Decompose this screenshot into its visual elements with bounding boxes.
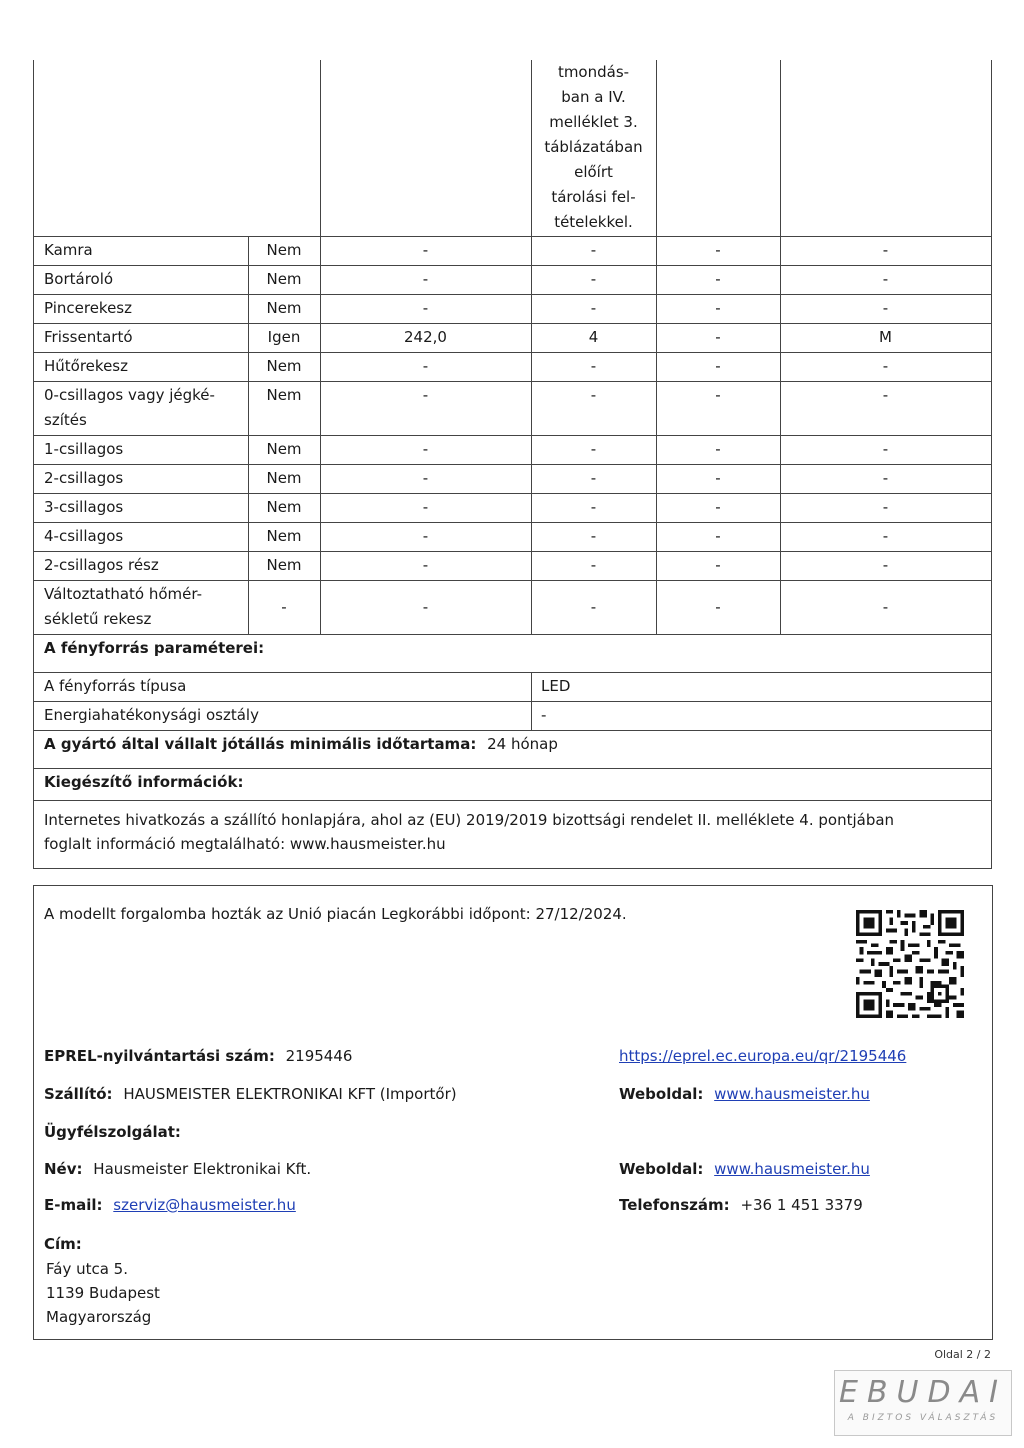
cell-temp: - (590, 299, 597, 317)
warranty-row (44, 732, 558, 757)
address-line: Magyarország (46, 1308, 152, 1326)
address-line: Fáy utca 5. (46, 1260, 128, 1278)
compartment-name: Frissentartó (44, 328, 133, 346)
cell-volume: - (422, 556, 429, 574)
cell-present: Nem (266, 270, 302, 288)
cell-climate: - (882, 597, 889, 616)
cell-volume: - (422, 241, 429, 259)
cell-climate: - (882, 498, 889, 516)
cell-volume: - (422, 299, 429, 317)
light-heading: A fényforrás paraméterei: (44, 639, 265, 657)
page-number: Oldal 2 / 2 (934, 1348, 991, 1361)
phone-label: Telefonszám: (619, 1196, 730, 1214)
compartment-name: 3-csillagos (44, 498, 124, 516)
phone-number: +36 1 451 3379 (740, 1196, 863, 1214)
extra-heading: Kiegészítő információk: (44, 773, 244, 791)
cell-climate: - (882, 469, 889, 487)
cell-present: Nem (266, 556, 302, 574)
compartment-name: Pincerekesz (44, 299, 133, 317)
address-line: 1139 Budapest (46, 1284, 160, 1302)
compartment-name: 2-csillagos (44, 469, 124, 487)
web2-label: Weboldal: (619, 1160, 704, 1178)
note-line: ban a IV. (561, 88, 626, 106)
cell-defrost: - (715, 527, 721, 545)
cell-temp: - (590, 498, 597, 516)
storage-note (531, 60, 656, 235)
cell-temp: - (590, 556, 597, 574)
note-line: melléklet 3. (549, 113, 638, 131)
cell-volume: - (422, 386, 429, 404)
cell-present: Nem (266, 357, 302, 375)
compartment-name: 1-csillagos (44, 440, 124, 458)
cell-volume: - (422, 527, 429, 545)
cell-present: Nem (266, 386, 302, 404)
compartment-name: Bortároló (44, 270, 114, 288)
cell-climate: - (882, 556, 889, 574)
cell-volume: 242,0 (404, 328, 447, 346)
cell-volume: - (422, 469, 429, 487)
cell-temp: - (590, 440, 597, 458)
logo-wordmark: EBUDAI (839, 1375, 1007, 1410)
light-type-label: A fényforrás típusa (44, 677, 187, 695)
light-class-value: - (541, 706, 547, 724)
extra-line-2: foglalt információ megtalálható: www.hausmeister.hu (44, 835, 446, 853)
cell-defrost: - (715, 328, 721, 346)
compartment-name: 4-csillagos (44, 527, 124, 545)
ebudai-logo (834, 1370, 1012, 1436)
cell-defrost: - (715, 498, 721, 516)
cell-temp: - (590, 241, 597, 259)
warranty-value: 24 hónap (487, 735, 558, 753)
eprel-row (44, 1044, 352, 1069)
extra-line-1: Internetes hivatkozás a szállító honlapjára, ahol az (EU) 2019/2019 bizottsági rendelet II. melléklete 4. pontjában (44, 811, 895, 829)
cell-climate: - (882, 241, 889, 259)
cell-volume: - (422, 440, 429, 458)
note-line: tárolási fel- (551, 188, 636, 206)
eprel-link[interactable]: https://eprel.ec.europa.eu/qr/2195446 (619, 1047, 907, 1065)
cell-climate: - (882, 386, 889, 404)
service-name-row (44, 1157, 311, 1182)
note-line: tmondás- (557, 63, 630, 81)
cell-temp: 4 (588, 328, 599, 346)
supplier-row (44, 1082, 457, 1107)
cell-defrost: - (715, 440, 721, 458)
compartment-name: Hűtőrekesz (44, 357, 128, 375)
cell-defrost: - (715, 597, 721, 616)
service-web-link[interactable]: www.hausmeister.hu (714, 1160, 870, 1178)
cell-present: Nem (266, 440, 302, 458)
qr-code (856, 910, 964, 1018)
compartment-name-cont: sékletű rekesz (44, 610, 152, 628)
email-label: E-mail: (44, 1196, 103, 1214)
supplier-web-row (619, 1082, 870, 1107)
name-label: Név: (44, 1160, 83, 1178)
web-label: Weboldal: (619, 1085, 704, 1103)
cell-climate: - (882, 527, 889, 545)
cell-volume: - (422, 597, 429, 616)
cell-temp: - (590, 386, 597, 404)
light-class-label: Energiahatékonysági osztály (44, 706, 259, 724)
cell-present: Igen (267, 328, 301, 346)
cell-defrost: - (715, 386, 721, 404)
cell-climate: - (882, 440, 889, 458)
cell-defrost: - (715, 357, 721, 375)
cell-defrost: - (715, 270, 721, 288)
service-heading: Ügyfélszolgálat: (44, 1123, 181, 1141)
cell-temp: - (590, 357, 597, 375)
cell-climate: M (879, 328, 892, 346)
cell-volume: - (422, 498, 429, 516)
cell-present: - (281, 597, 287, 616)
note-line: táblázatában (544, 138, 643, 156)
email-link[interactable]: szerviz@hausmeister.hu (113, 1196, 296, 1214)
cell-climate: - (882, 299, 889, 317)
note-line: tételekkel. (554, 213, 633, 231)
cell-defrost: - (715, 556, 721, 574)
service-name: Hausmeister Elektronikai Kft. (93, 1160, 312, 1178)
compartment-name: Változtatható hőmér- (44, 585, 203, 603)
cell-present: Nem (266, 527, 302, 545)
compartment-name-cont: szítés (44, 411, 87, 429)
compartment-name: Kamra (44, 241, 93, 259)
cell-temp: - (590, 597, 597, 616)
logo-tagline: A BIZTOS VÁLASZTÁS (847, 1413, 999, 1423)
eprel-number: 2195446 (285, 1047, 353, 1065)
supplier-web-link[interactable]: www.hausmeister.hu (714, 1085, 870, 1103)
info-box (33, 885, 993, 1340)
cell-defrost: - (715, 299, 721, 317)
cell-volume: - (422, 270, 429, 288)
cell-defrost: - (715, 241, 721, 259)
cell-present: Nem (266, 299, 302, 317)
email-row (44, 1193, 296, 1218)
eprel-label: EPREL-nyilvántartási szám: (44, 1047, 275, 1065)
cell-temp: - (590, 527, 597, 545)
compartment-name: 0-csillagos vagy jégké- (44, 386, 215, 404)
cell-defrost: - (715, 469, 721, 487)
compartment-name: 2-csillagos rész (44, 556, 159, 574)
cell-present: Nem (266, 498, 302, 516)
supplier-label: Szállító: (44, 1085, 113, 1103)
phone-row (619, 1193, 863, 1218)
cell-climate: - (882, 270, 889, 288)
warranty-label: A gyártó által vállalt jótállás minimális időtartama: (44, 735, 477, 753)
market-text: A modellt forgalomba hozták az Unió piacán Legkorábbi időpont: 27/12/2024. (44, 905, 627, 923)
note-line: előírt (574, 163, 613, 181)
cell-temp: - (590, 270, 597, 288)
cell-present: Nem (266, 241, 302, 259)
address-label: Cím: (44, 1235, 82, 1253)
cell-temp: - (590, 469, 597, 487)
supplier-name: HAUSMEISTER ELEKTRONIKAI KFT (Importőr) (123, 1085, 457, 1103)
cell-climate: - (882, 357, 889, 375)
cell-volume: - (422, 357, 429, 375)
service-web-row (619, 1157, 870, 1182)
cell-present: Nem (266, 469, 302, 487)
light-type-value: LED (541, 677, 571, 695)
